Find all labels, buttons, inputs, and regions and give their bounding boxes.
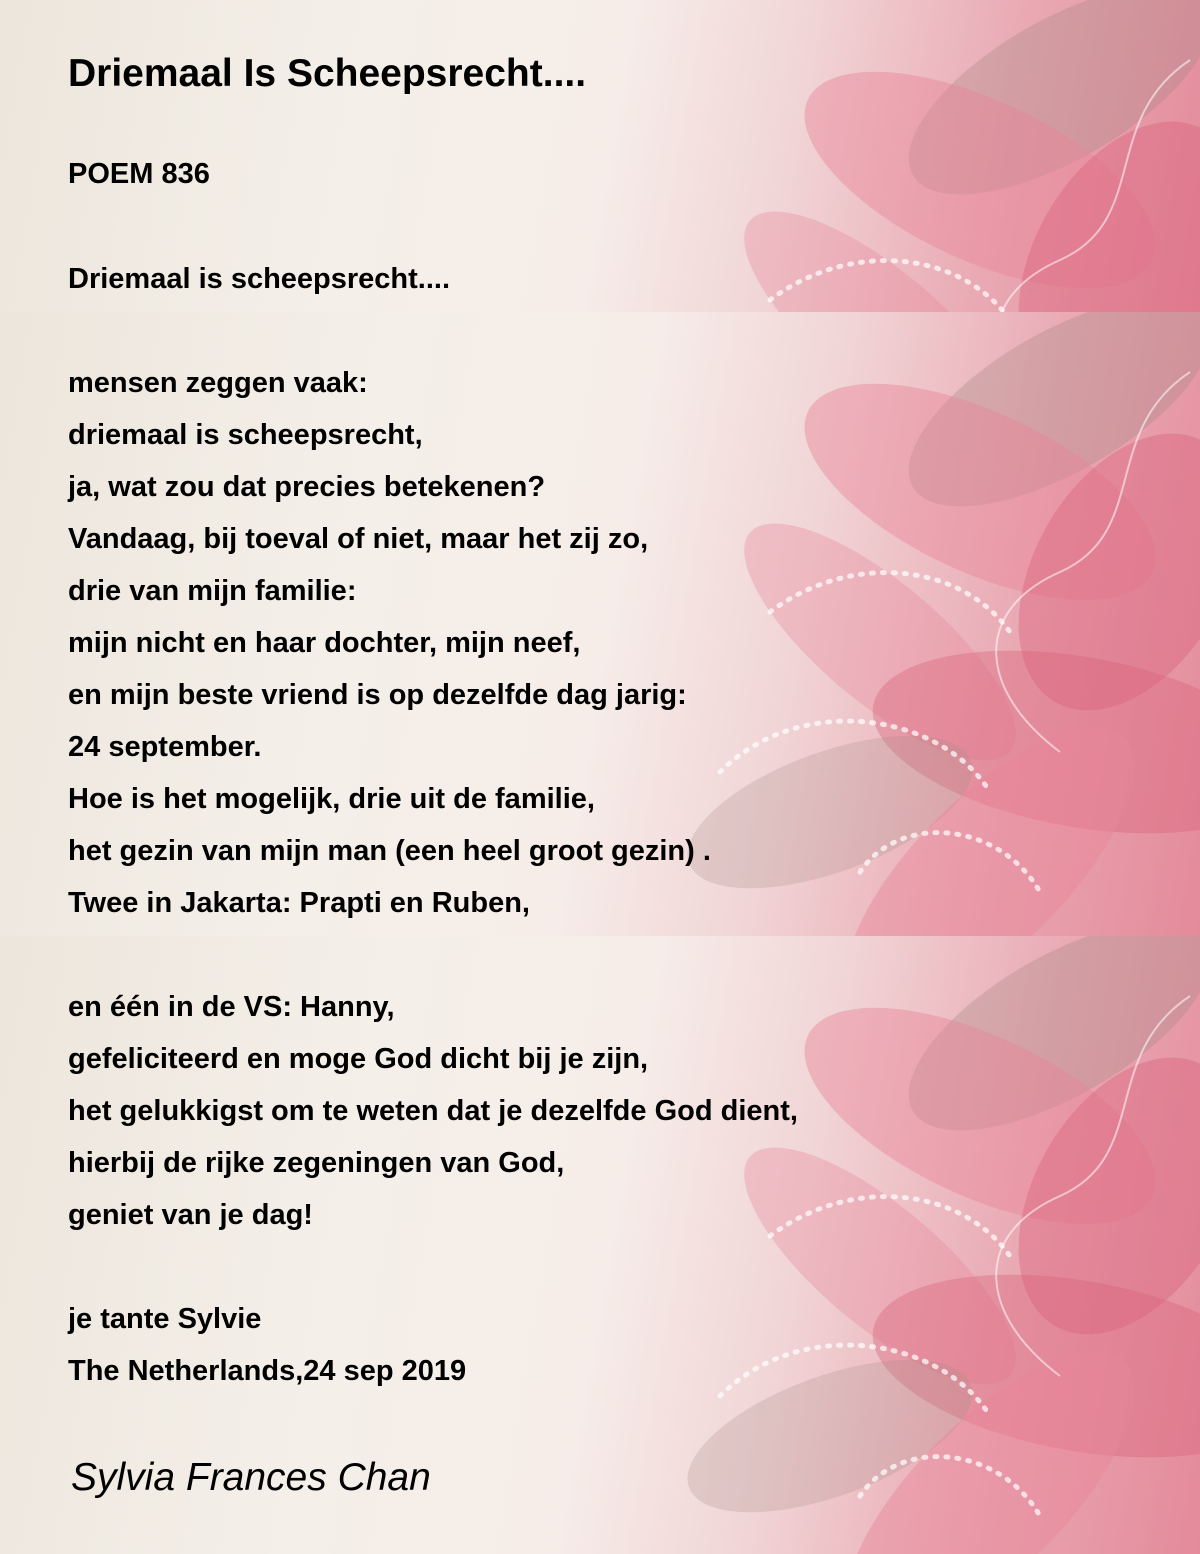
poem-author: Sylvia Frances Chan [71,1456,431,1499]
poem-line: geniet van je dag! [68,1199,313,1231]
poem-title: Driemaal Is Scheepsrecht.... [68,52,587,95]
signature-line: je tante Sylvie [68,1303,262,1335]
poem-line: het gelukkigst om te weten dat je dezelfde God dient, [68,1095,798,1127]
poem-heading-line: Driemaal is scheepsrecht.... [68,263,451,295]
poem-line: en mijn beste vriend is op dezelfde dag jarig: [68,679,687,711]
poem-line: Hoe is het mogelijk, drie uit de familie, [68,783,595,815]
poem-line: Twee in Jakarta: Prapti en Ruben, [68,887,530,919]
poem-line: hierbij de rijke zegeningen van God, [68,1147,565,1179]
poem-line: ja, wat zou dat precies betekenen? [68,471,546,503]
poem-line: drie van mijn familie: [68,575,357,607]
signature-line: The Netherlands,24 sep 2019 [68,1355,467,1387]
poem-line: mijn nicht en haar dochter, mijn neef, [68,627,581,659]
poem-line: mensen zeggen vaak: [68,367,368,399]
poem-line: Vandaag, bij toeval of niet, maar het zij zo, [68,523,649,555]
poem-line: het gezin van mijn man (een heel groot gezin) . [68,835,711,867]
poem-line: driemaal is scheepsrecht, [68,419,423,451]
poem-line: gefeliciteerd en moge God dicht bij je zijn, [68,1043,649,1075]
poem-number: POEM 836 [68,158,210,190]
poem-line: 24 september. [68,731,262,763]
poem-line: en één in de VS: Hanny, [68,991,395,1023]
